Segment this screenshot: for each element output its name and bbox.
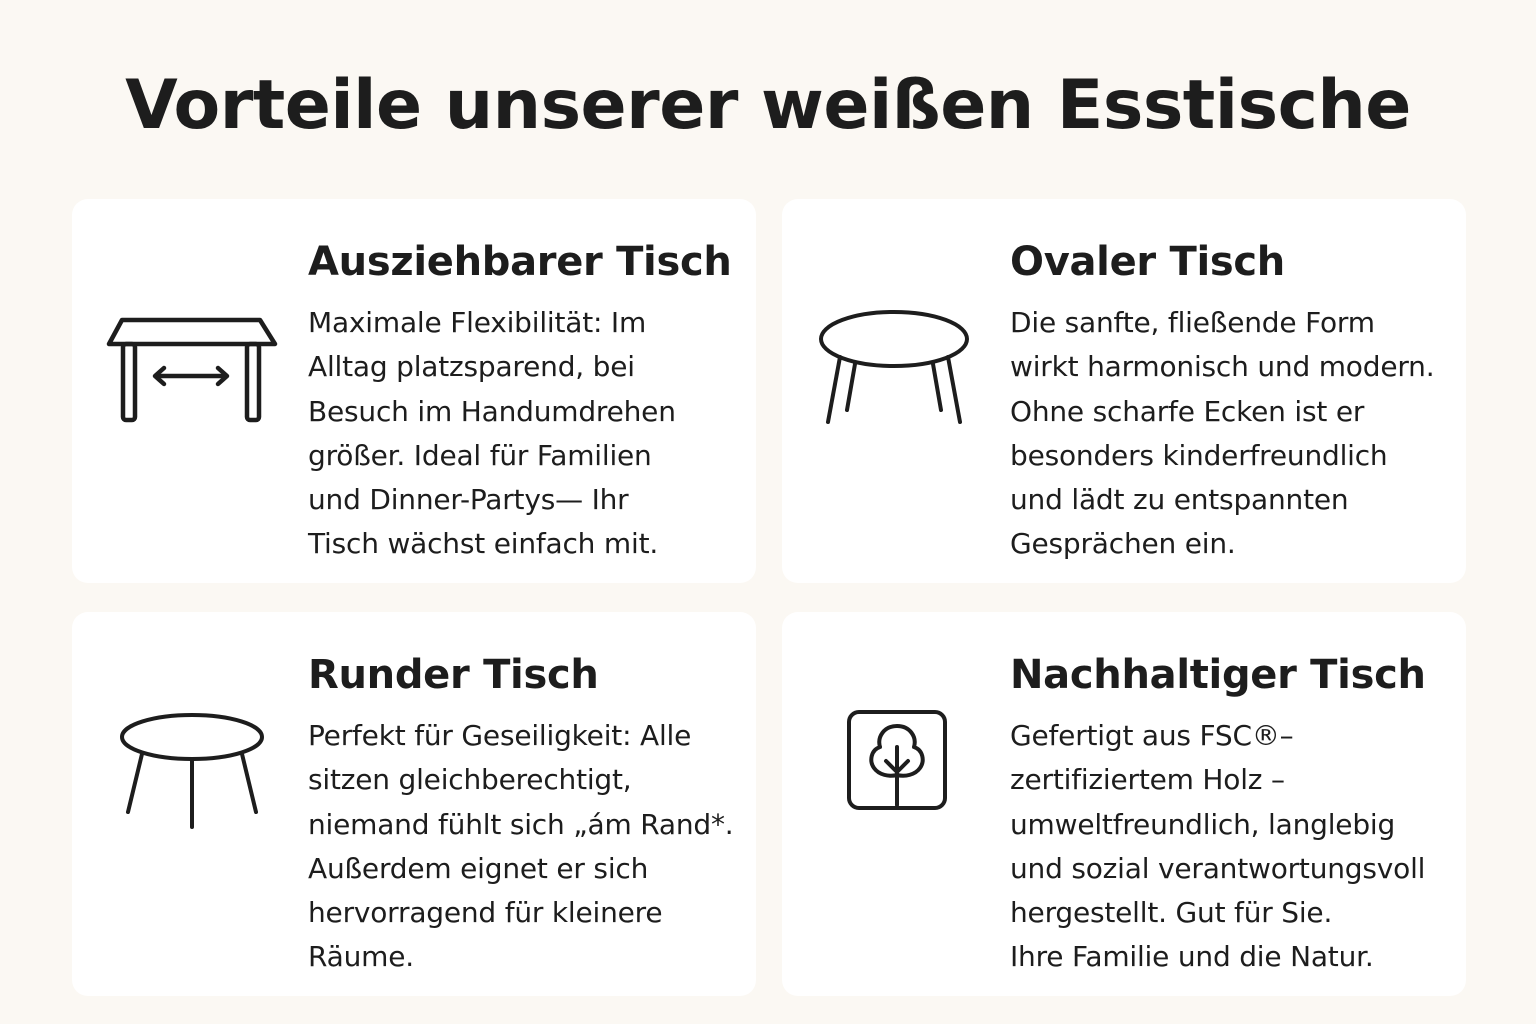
description-line: Ihre Familie und die Natur.: [1010, 940, 1374, 974]
card-heading: Ovaler Tisch: [1010, 239, 1285, 285]
description-line: umweltfreundlich, langlebig: [1010, 807, 1396, 841]
description-line: zertifiziertem Holz –: [1010, 763, 1285, 797]
description-line: hervorragend für kleinere: [308, 896, 663, 930]
card-text: [308, 648, 744, 980]
oval-table-icon: [818, 307, 978, 427]
description-line: Maximale Flexibilität: Im: [308, 306, 647, 339]
description-line: hergestellt. Gut für Sie.: [1010, 896, 1333, 930]
round-table-icon: [118, 712, 278, 842]
card-description: [1010, 714, 1454, 980]
description-line: Außerdem eignet er sich: [308, 851, 649, 885]
card-heading: Ausziehbarer Tisch: [308, 239, 732, 285]
feature-card-extendable: [72, 199, 756, 583]
description-line: Räume.: [308, 940, 414, 974]
description-line: niemand fühlt sich „ám Rand*.: [308, 807, 734, 841]
card-heading: Runder Tisch: [308, 652, 599, 698]
description-line: Die sanfte, fließende Form: [1010, 306, 1375, 339]
feature-card-oval: [782, 199, 1466, 583]
card-text: [1010, 648, 1454, 980]
feature-card-round: [72, 612, 756, 996]
description-line: Ohne scharfe Ecken ist er: [1010, 394, 1365, 428]
description-line: sitzen gleichberechtigt,: [308, 763, 632, 797]
description-line: besonders kinderfreundlich: [1010, 438, 1388, 472]
description-line: Alltag platzsparend, bei: [308, 350, 635, 384]
card-text: [308, 235, 744, 567]
card-description: [308, 301, 744, 567]
description-line: Besuch im Handumdrehen: [308, 394, 676, 428]
feature-card-sustainable: [782, 612, 1466, 996]
card-description: [308, 714, 744, 980]
description-line: Perfekt für Geseiligkeit: Alle: [308, 719, 692, 752]
description-line: und lädt zu entspannten: [1010, 483, 1349, 517]
description-line: Gesprächen ein.: [1010, 527, 1236, 561]
description-line: und sozial verantwortungsvoll: [1010, 851, 1426, 885]
extendable-table-icon: [106, 314, 286, 434]
description-line: und Dinner-Partys— Ihr: [308, 483, 629, 517]
description-line: Tisch wächst einfach mit.: [308, 527, 659, 561]
description-line: größer. Ideal für Familien: [308, 438, 652, 472]
card-description: [1010, 301, 1454, 567]
card-heading: Nachhaltiger Tisch: [1010, 652, 1426, 698]
card-text: [1010, 235, 1454, 567]
description-line: Gefertigt aus FSC®–: [1010, 719, 1294, 752]
description-line: wirkt harmonisch und modern.: [1010, 350, 1435, 384]
tree-icon: [846, 709, 950, 813]
page-title: Vorteile unserer weißen Esstische: [125, 66, 1411, 145]
